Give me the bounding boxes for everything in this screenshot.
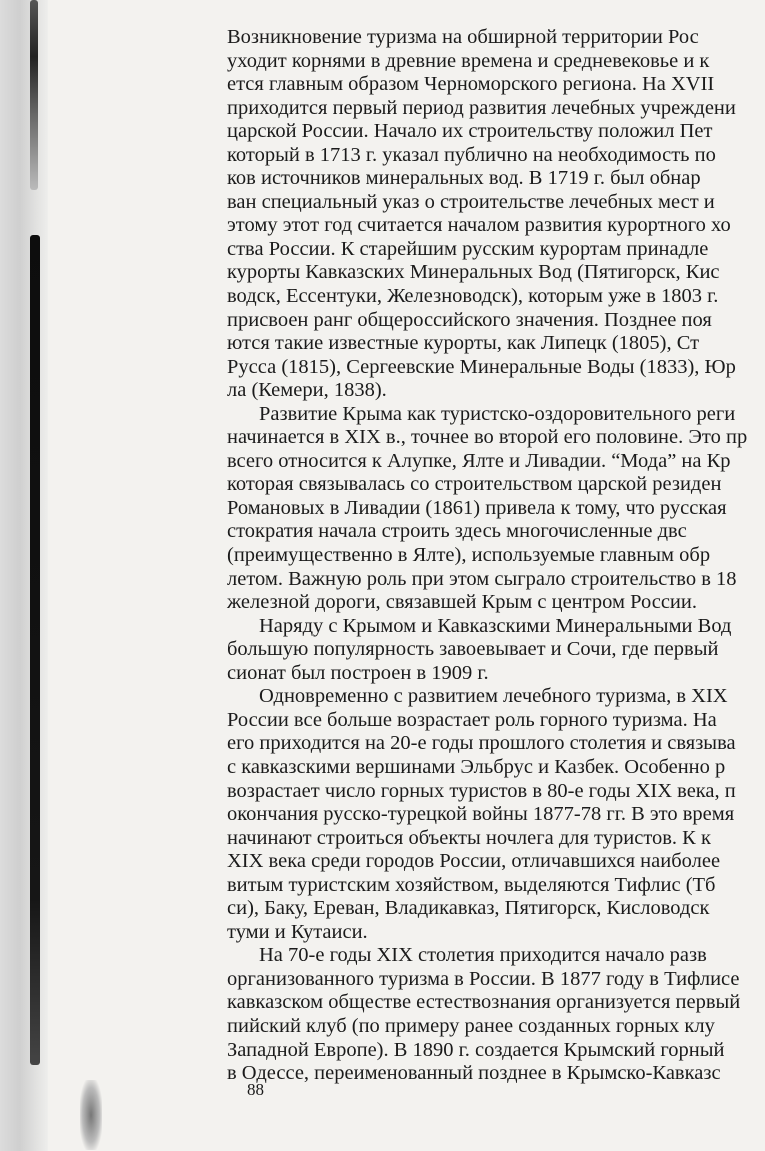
page-body-text <box>227 26 765 1086</box>
text-line: ется главным образом Черноморского региона. На XVII <box>227 73 715 96</box>
binding-shadow <box>30 235 40 1065</box>
text-line: ства России. К старейшим русским курортам принадле <box>227 237 709 260</box>
text-line: курорты Кавказских Минеральных Вод (Пятигорск, Кис <box>227 261 720 284</box>
paragraph <box>227 615 765 686</box>
text-line: (преимущественно в Ялте), используемые главным обр <box>227 544 711 567</box>
text-line: витым туристским хозяйством, выделяются Тифлис (Тб <box>227 873 716 896</box>
book-spine-shadow <box>0 0 48 1151</box>
text-line: царской России. Начало их строительству положил Пет <box>227 120 713 143</box>
text-line: окончания русско-турецкой войны 1877-78 гг. В это время <box>227 803 735 826</box>
text-line: который в 1713 г. указал публично на необходимость по <box>227 143 716 166</box>
text-line: стократия начала строить здесь многочисленные двс <box>227 520 687 543</box>
text-line: водск, Ессентуки, Железноводск), которым уже в 1803 г. <box>227 285 719 308</box>
text-line: с кавказскими вершинами Эльбрус и Казбек. Особенно р <box>227 755 726 778</box>
text-line: Романовых в Ливадии (1861) привела к тому, что русская <box>227 496 727 519</box>
text-line: Русса (1815), Сергеевские Минеральные Воды (1833), Юр <box>227 355 736 378</box>
text-line: этому этот год считается началом развития курортного хо <box>227 214 731 237</box>
page-number: 88 <box>247 1080 264 1099</box>
text-line: пийский клуб (по примеру ранее созданных горных клу <box>227 1014 715 1037</box>
text-line: организованного туризма в России. В 1877 году в Тифлисе <box>227 967 740 990</box>
paragraph <box>227 944 765 1085</box>
text-line: На 70-е годы XIX столетия приходится начало разв <box>259 944 707 967</box>
text-line: большую популярность завоевывает и Сочи, где первый <box>227 638 719 661</box>
text-line: ван специальный указ о строительстве лечебных мест и <box>227 190 715 213</box>
thumb-smudge <box>80 1080 102 1150</box>
text-line: туми и Кутаиси. <box>227 920 368 943</box>
text-line: си), Баку, Ереван, Владикавказ, Пятигорск, Кисловодск <box>227 897 710 920</box>
text-line: железной дороги, связавшей Крым с центром России. <box>227 591 697 614</box>
paragraph <box>227 403 765 615</box>
paragraph <box>227 26 765 403</box>
text-line: Наряду с Крымом и Кавказскими Минеральными Вод <box>259 614 732 637</box>
text-line: летом. Важную роль при этом сыграло строительство в 18 <box>227 567 737 590</box>
text-line: уходит корнями в древние времена и средневековье и к <box>227 49 710 72</box>
text-line: присвоен ранг общероссийского значения. Позднее поя <box>227 308 712 331</box>
text-line: всего относится к Алупке, Ялте и Ливадии. “Мода” на Кр <box>227 449 731 472</box>
text-line: которая связывалась со строительством царской резиден <box>227 473 722 496</box>
text-line: ла (Кемери, 1838). <box>227 379 387 402</box>
binding-shadow-top <box>30 0 38 190</box>
text-line: в Одессе, переименованный позднее в Крымско-Кавказс <box>227 1062 721 1085</box>
text-line: XIX века среди городов России, отличавшихся наиболее <box>227 850 721 873</box>
text-line: кавказском обществе естествознания организуется первый <box>227 991 741 1014</box>
text-line: ков источников минеральных вод. В 1719 г. был обнар <box>227 167 701 190</box>
text-line: ются такие известные курорты, как Липецк (1805), Ст <box>227 332 700 355</box>
text-line: Возникновение туризма на обширной территории Рос <box>227 26 699 48</box>
text-line: России все больше возрастает роль горного туризма. На <box>227 708 717 731</box>
text-line: начинается в XIX в., точнее во второй его половине. Это пр <box>227 426 748 449</box>
text-line: Одновременно с развитием лечебного туризма, в XIX <box>259 685 728 708</box>
text-line: Западной Европе). В 1890 г. создается Крымский горный <box>227 1038 725 1061</box>
text-line: сионат был построен в 1909 г. <box>227 661 489 684</box>
paragraph <box>227 685 765 944</box>
text-line: приходится первый период развития лечебных учреждени <box>227 96 736 119</box>
text-line: Развитие Крыма как туристско-оздоровительного реги <box>259 402 736 425</box>
text-line: возрастает число горных туристов в 80-е годы XIX века, п <box>227 779 736 802</box>
text-line: начинают строиться объекты ночлега для туристов. К к <box>227 826 711 849</box>
text-line: его приходится на 20-е годы прошлого столетия и связыва <box>227 732 736 755</box>
